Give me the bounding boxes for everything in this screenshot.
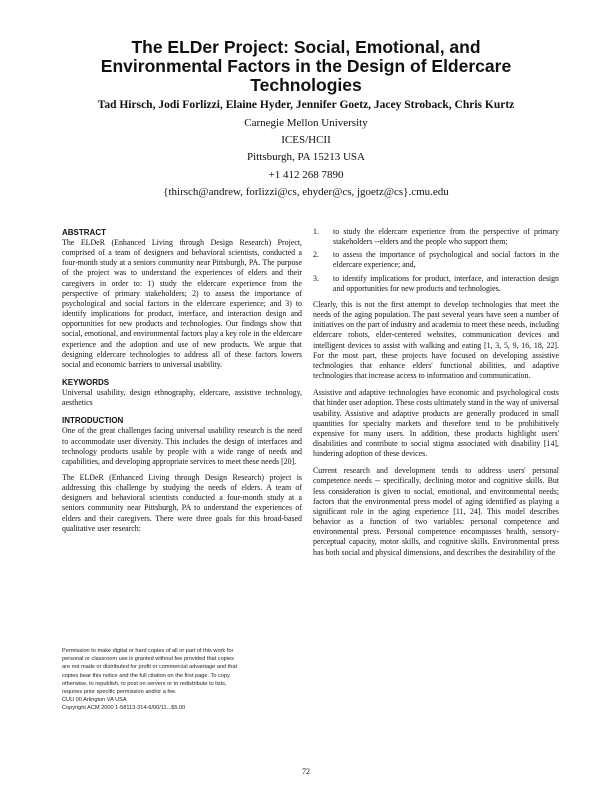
- goal-item: [313, 274, 559, 294]
- goal-text: to assess the importance of psychological and social factors in the eldercare experience; and,: [333, 250, 559, 270]
- page-number: 72: [302, 767, 310, 776]
- introduction-paragraph-1: One of the great challenges facing universal usability research is the need to accommodate user diversity. This includes the design of interfaces and technology products usable by people with a wide range of needs and capabilities, and developing appropriate services to meet these needs [20].: [62, 426, 302, 466]
- goal-item: [313, 250, 559, 270]
- goal-text: to identify implications for product, interface, and interaction design and opportunities for new products and technologies.: [333, 273, 559, 293]
- body-paragraph-2: Assistive and adaptive technologies have economic and psychological costs that hinder user adoption. These costs ultimately stand in the way of universal usability. Assistive and adaptive products are generally produced in small quantities for specialty markets and therefore tend to be prohibitively expensive for many users. In addition, these products highlight users' disabilities and contribute to social stigma associated with disability [14], hindering adoption of these devices.: [313, 388, 559, 459]
- affiliation-emails: {thirsch@andrew, forlizzi@cs, ehyder@cs, jgoetz@cs}.cmu.edu: [163, 185, 449, 198]
- goal-text: to study the eldercare experience from the perspective of primary stakeholders --elders and the people who support them;: [333, 227, 559, 247]
- keywords-text: Universal usability, design ethnography, eldercare, assistive technology, aesthetics: [62, 388, 302, 408]
- goal-item: [313, 227, 559, 247]
- body-paragraph-1: Clearly, this is not the first attempt to develop technologies that meet the needs of the aging population. The past several years have seen a number of initiatives on the part of industry and academia to meet these needs, including eldercare robots, elder-centered websites, communication devices and intelligent devices to assist with walking and eating [1, 3, 5, 9, 16, 18, 22]. For the most part, these projects have focused on developing assistive technologies that enhance elders' functional abilities, and adaptive technologies that increase access to information and communication.: [313, 299, 559, 381]
- keywords-heading: KEYWORDS: [62, 378, 110, 388]
- copyright-line: otherwise, to republish, to post on servers or to redistribute to lists,: [62, 680, 227, 687]
- body-paragraph-3: Current research and development tends to address users' personal competence needs -- specifically, declining motor and cognitive skills. But less consideration is given to social, emotional, and environmental needs; factors that the environmental press model of aging identified as playing a significant role in the aging experience [11, 24]. This model describes behavior as a function of two variables: personal competence and environmental press. Personal competence encompasses health, sensory-perceptual capacity, motor skills, and cognitive skills. Environmental press has both social and physical dimensions, and describes the desirability of the: [313, 466, 559, 557]
- affiliation-org: Carnegie Mellon University: [244, 117, 368, 129]
- title-line-2: Environmental Factors in the Design of Eldercare: [100, 56, 512, 76]
- goal-number: 2.: [313, 250, 319, 260]
- affiliation-dept: ICES/HCII: [281, 134, 331, 147]
- copyright-line: Copyright ACM 2000 1-58113-314-6/00/11...$5.00: [62, 705, 186, 712]
- copyright-line: CUU 00 Arlington VA USA: [62, 697, 127, 704]
- title-line-3: Technologies: [250, 75, 362, 95]
- paper-title: [60, 38, 552, 95]
- abstract-heading: ABSTRACT: [62, 228, 106, 237]
- introduction-paragraph-2: The ELDeR (Enhanced Living through Design Research) project is addressing this challenge by studying the needs of elders. A team of designers and behavioral scientists conducted a four-month study at a seniors community near Pittsburgh, PA to understand the experiences of elders and their caregivers. There were three goals for this broad-based qualitative user research:: [62, 472, 302, 533]
- copyright-line: copies bear this notice and the full citation on the first page. To copy: [62, 672, 230, 679]
- right-column: [313, 227, 559, 558]
- affiliation-city: Pittsburgh, PA 15213 USA: [247, 151, 365, 164]
- copyright-line: personal or classroom use is granted without fee provided that copies: [62, 656, 234, 663]
- copyright-line: Permission to make digital or hard copies of all or part of this work for: [62, 648, 234, 654]
- copyright-line: requires prior specific permission and/or a fee.: [62, 689, 177, 696]
- abstract-text: The ELDeR (Enhanced Living through Design Research) Project, comprised of a team of designers and behavioral scientists, conducted a four-month study at a seniors community near Pittsburgh, PA. The purpose of the project was to understand the experiences of elders and their caregivers in order to: 1) study the eldercare experience from the perspective of primary stakeholders; 2) to assess the importance of psychological and social factors in the eldercare experience; and 3) to identify implications for product, interface, and interaction design and opportunities for new products and technologies. Our findings show that social, emotional, and environmental factors play a key role in the eldercare experience and the adoption and use of new products. We argue that designing eldercare technologies to address all of these factors lowers social and economic barriers to universal usability.: [62, 238, 302, 369]
- goals-list: [313, 227, 559, 294]
- goal-number: 3.: [313, 273, 319, 283]
- copyright-notice: [62, 647, 297, 713]
- affiliation-phone: +1 412 268 7890: [268, 168, 344, 181]
- introduction-heading: INTRODUCTION: [62, 416, 124, 426]
- goal-number: 1.: [313, 227, 319, 236]
- title-line-1: The ELDer Project: Social, Emotional, and: [131, 37, 481, 57]
- author-list: Tad Hirsch, Jodi Forlizzi, Elaine Hyder, Jennifer Goetz, Jacey Stroback, Chris Kurtz: [97, 99, 515, 111]
- left-column: [62, 228, 302, 534]
- affiliation-block: [120, 115, 492, 201]
- copyright-line: are not made or distributed for profit or commercial advantage and that: [62, 664, 238, 671]
